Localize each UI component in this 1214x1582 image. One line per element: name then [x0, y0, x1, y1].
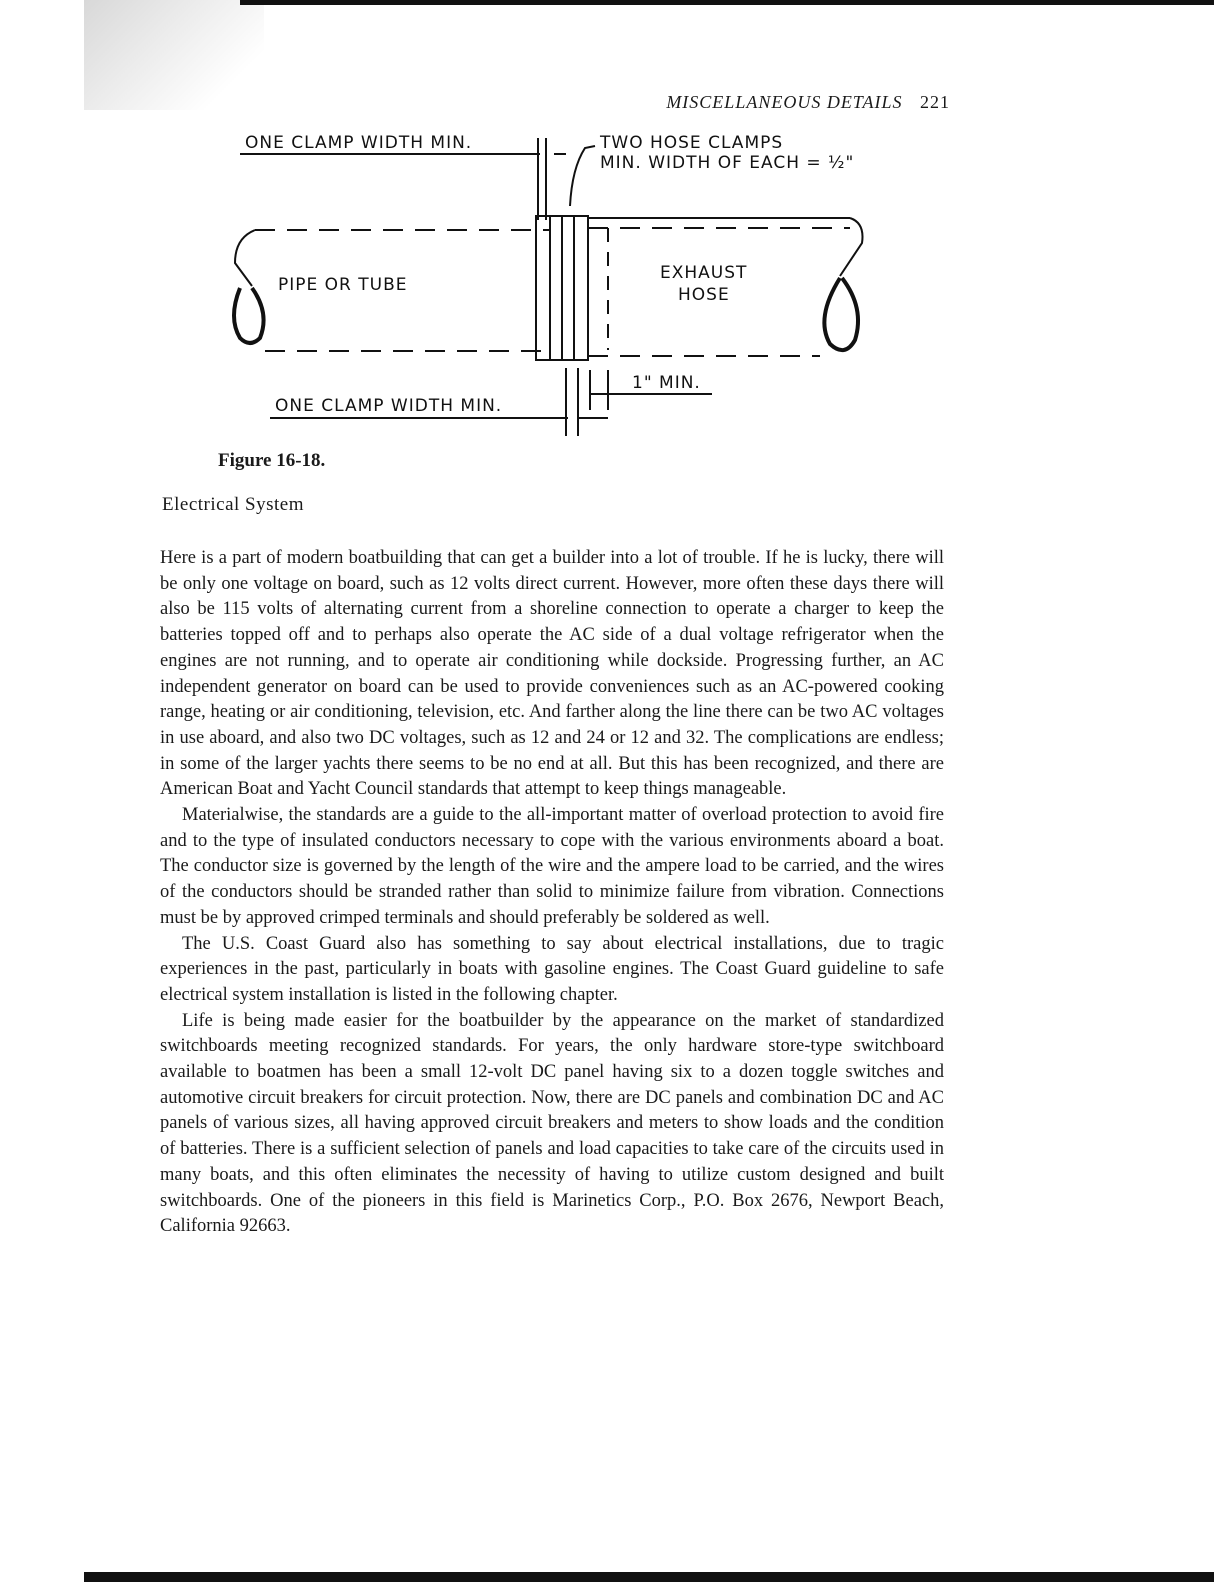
scan-smudge [84, 0, 264, 110]
body-text [160, 546, 944, 1240]
top-border-rule [240, 0, 1214, 5]
pipe-left-end [235, 230, 255, 286]
paragraph-2: Materialwise, the standards are a guide to the all-important matter of overload protection to avoid fire and to the type of insulated conductors necessary to cope with the various environments aboard a boat. The conductor size is governed by the length of the wire and the ampere load to be carried, and the wires of the conductors should be stranded rather than solid to minimize failure from vibration. Connections must be by approved crimped terminals and should preferably be soldered as well. [160, 805, 944, 928]
label-exhaust: EXHAUST [660, 263, 748, 283]
label-two-hose-clamps: TWO HOSE CLAMPS [600, 133, 784, 153]
hose-right-end [840, 218, 863, 276]
label-one-inch-min: 1" MIN. [632, 373, 701, 393]
label-min-width: MIN. WIDTH OF EACH = ½" [600, 153, 855, 173]
section-heading: Electrical System [162, 494, 304, 515]
running-head [600, 92, 950, 113]
running-title: MISCELLANEOUS DETAILS [666, 92, 903, 112]
paragraph-3: The U.S. Coast Guard also has something to say about electrical installations, due to tragic experiences in the past, particularly in boats with gasoline engines. The Coast Guard guideline to safe electrical system installation is listed in the following chapter. [160, 933, 944, 1005]
page-number: 221 [920, 92, 950, 112]
paragraph-1: Here is a part of modern boatbuilding that can get a builder into a lot of trouble. If he is lucky, there will be only one voltage on board, such as 12 volts direct current. However, more often these days there will also be 115 volts of alternating current from a shoreline connection to operate a charger to keep the batteries topped off and to perhaps also operate the AC side of a dual voltage refrigerator when the engines are not running, and to operate air conditioning while dockside. Progressing further, an AC independent generator on board can be used to provide conveniences such as an AC-powered cooking range, heating or air conditioning, television, etc. And farther along the line there can be two AC voltages in use aboard, and also two DC voltages, such as 12 and 24 or 12 and 32. The complications are endless; in some of the larger yachts there seems to be no end at all. But this has been recognized, and there are American Boat and Yacht Council standards that attempt to keep things manageable. [160, 548, 944, 800]
paragraph-4: Life is being made easier for the boatbuilder by the appearance on the market of standardized switchboards meeting recognized standards. For years, the only hardware store-type switchboard available to boatmen has been a small 12-volt DC panel having six to a dozen toggle switches and automotive circuit breakers for circuit protection. Now, there are DC panels and combination DC and AC panels of various sizes, all having approved circuit breakers and meters to show loads and the condition of batteries. There is a sufficient selection of panels and load capacities to take care of the circuits used in many boats, and this often eliminates the necessity of having to utilize custom designed and built switchboards. One of the pioneers in this field is Marinetics Corp., P.O. Box 2676, Newport Beach, California 92663. [160, 1010, 944, 1237]
label-hose: HOSE [678, 285, 730, 305]
bottom-border-rule [84, 1572, 1214, 1582]
label-pipe-or-tube: PIPE OR TUBE [278, 275, 408, 295]
figure-caption: Figure 16-18. [218, 450, 326, 471]
hose-clamp-diagram [200, 118, 900, 448]
label-bottom-clamp-width: ONE CLAMP WIDTH MIN. [275, 396, 503, 416]
label-top-clamp-width: ONE CLAMP WIDTH MIN. [245, 133, 473, 153]
